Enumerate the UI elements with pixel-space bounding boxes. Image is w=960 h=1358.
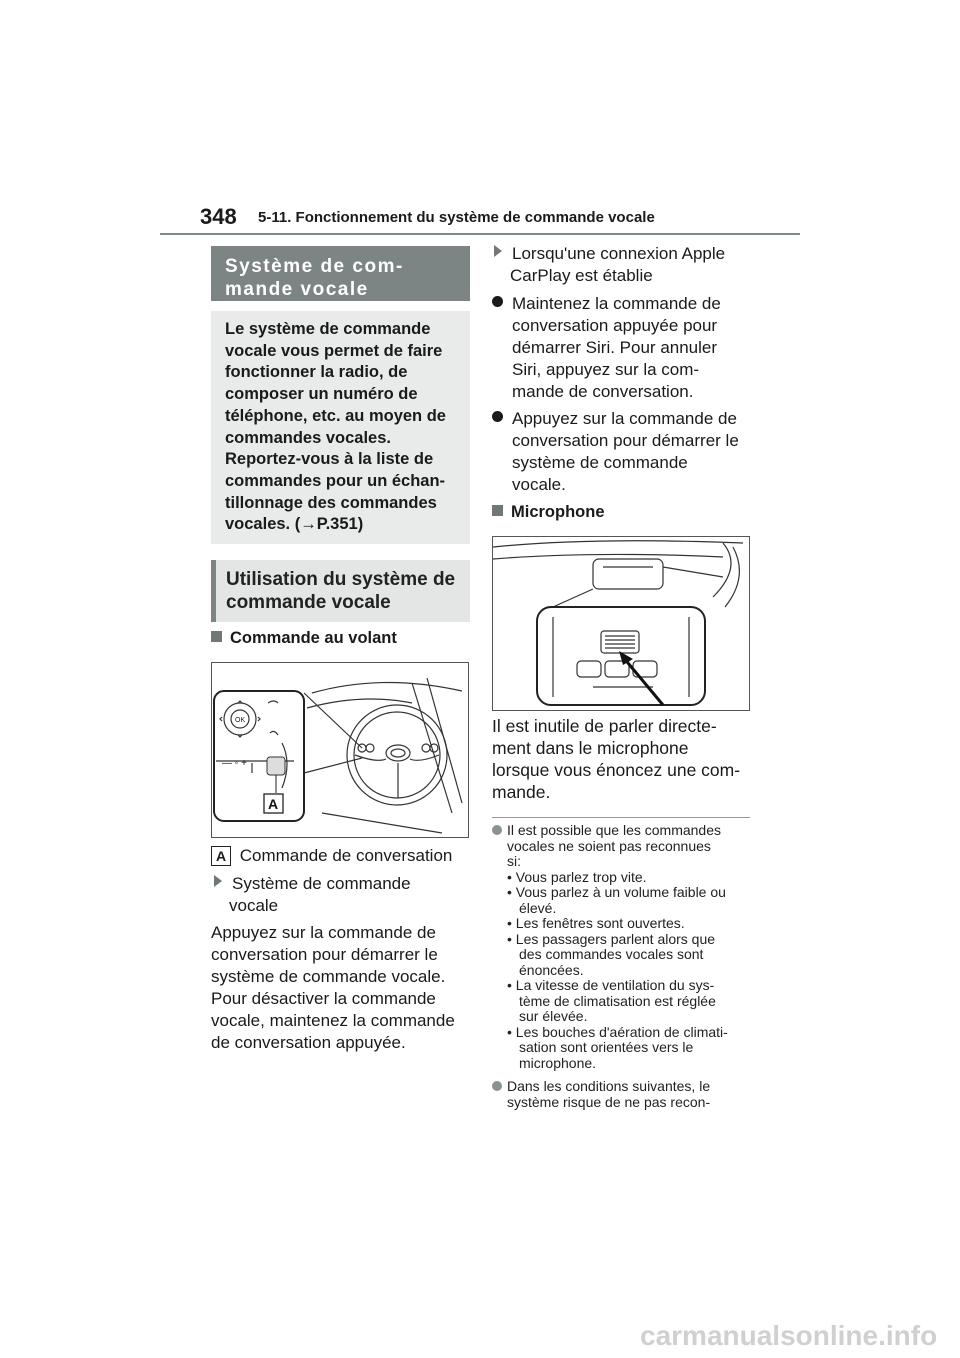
note-item-line: sur élevée. (519, 1008, 588, 1024)
carplay-item (494, 243, 725, 287)
intro-line: tillonnage des commandes (225, 493, 437, 512)
note-line: système risque de ne pas recon- (507, 1093, 711, 1110)
microphone-figure (492, 536, 750, 711)
bullet2-line: système de commande (512, 453, 688, 472)
notes (492, 823, 754, 1110)
mic-paragraph (492, 715, 740, 803)
note-bullet: • (507, 884, 516, 900)
microphone-illustration (493, 537, 749, 710)
bullet2-line: vocale. (512, 475, 566, 494)
note-item-line: Vous parlez à un volume faible ou (515, 884, 726, 900)
voice-system-item (214, 873, 411, 917)
note-item-line: élevé. (519, 899, 557, 916)
svg-text:OK: OK (235, 717, 246, 724)
intro-line: composer un numéro de (225, 385, 418, 404)
paragraph-line: Appuyez sur la commande de (211, 923, 436, 942)
note-2 (492, 1079, 754, 1110)
carplay-line: Lorsqu'une connexion Apple (512, 244, 726, 263)
subsection-title: Utilisation du système de commande vocale (211, 560, 470, 622)
note-item-line: des commandes vocales sont (519, 946, 704, 962)
round-bullet-icon (492, 296, 503, 307)
voice-line: Système de commande (232, 874, 411, 893)
mic-line: mande. (492, 782, 551, 802)
section-title: Système de com- mande vocale (211, 246, 470, 301)
steering-wheel-illustration (212, 663, 468, 837)
note-bullet: • (507, 977, 516, 993)
mic-heading (492, 503, 605, 522)
intro-line: Reportez-vous à la liste de (225, 450, 434, 469)
bullet2-line: Appuyez sur la commande de (512, 409, 737, 428)
steering-wheel-figure (211, 662, 469, 838)
page-number: 348 (200, 204, 237, 229)
note-line: Dans les conditions suivantes, le (507, 1078, 711, 1094)
paragraph-line: Pour désactiver la commande (211, 989, 436, 1008)
figure-label-a: A (268, 796, 279, 812)
intro-line: Le système de commande (225, 320, 431, 338)
paragraph-line: vocale, maintenez la commande (211, 1011, 455, 1030)
bullet1-line: Siri, appuyez sur la com- (512, 360, 700, 379)
intro-line: vocales. (→P.351) (225, 515, 364, 534)
intro-line: vocale vous permet de faire (225, 341, 443, 360)
mic-heading-text: Microphone (511, 503, 605, 521)
mic-line: Il est inutile de parler directe- (492, 716, 717, 736)
caption (211, 845, 452, 867)
mic-line: ment dans le microphone (492, 738, 689, 758)
caption-text: Commande de conversation (239, 846, 453, 865)
mic-line: lorsque vous énoncez une com- (492, 760, 741, 780)
note-item-line: Les passagers parlent alors que (515, 930, 716, 947)
watermark: carmanualsonline.info (640, 1320, 938, 1351)
square-bullet-icon (492, 505, 503, 516)
paragraph-line: de conversation appuyée. (211, 1033, 406, 1052)
note-item-line: La vitesse de ventilation du sys- (515, 977, 715, 993)
note-bullet: • (507, 1023, 516, 1040)
header-rule (160, 233, 800, 235)
label-a-badge: A (211, 846, 231, 866)
note-item-line: tème de climatisation est réglée (519, 992, 716, 1009)
round-bullet-icon (492, 411, 503, 422)
bullet2-line: conversation pour démarrer le (512, 431, 739, 450)
wheel-heading (211, 629, 397, 648)
triangle-bullet-icon (494, 245, 502, 257)
intro-box (211, 311, 470, 544)
round-bullet-icon (492, 825, 502, 835)
note-item-line: sation sont orientées vers le (519, 1039, 694, 1055)
wheel-heading-text: Commande au volant (230, 629, 397, 647)
note-line: Il est possible que les commandes (507, 822, 721, 838)
chapter-title: 5-11. Fonctionnement du système de commande vocale (258, 209, 655, 226)
voice-line: vocale (229, 896, 279, 915)
bullet1-line: mande de conversation. (512, 382, 694, 401)
note-divider (492, 817, 750, 818)
intro-line: commandes vocales. (225, 428, 391, 447)
note-item-line: Les bouches d'aération de climati- (515, 1023, 728, 1040)
bullet1-line: conversation appuyée pour (512, 316, 718, 335)
note-line: vocales ne soient pas reconnues (507, 837, 711, 854)
voice-paragraph (211, 922, 455, 1054)
carplay-line: CarPlay est établie (510, 266, 653, 285)
note-line: si: (507, 853, 521, 869)
square-bullet-icon (211, 631, 222, 642)
triangle-bullet-icon (214, 875, 222, 887)
note-1 (492, 823, 754, 870)
paragraph-line: conversation pour démarrer le (211, 945, 438, 964)
note-bullet: • (507, 915, 516, 931)
bullet1-line: démarrer Siri. Pour annuler (512, 338, 718, 357)
bullet-voice (492, 408, 739, 496)
note-item-line: Les fenêtres sont ouvertes. (515, 915, 685, 931)
note-item-line: énoncées. (519, 961, 584, 978)
note-bullet: • (507, 930, 516, 947)
intro-line: téléphone, etc. au moyen de (225, 406, 446, 425)
svg-text:— ◦ +: — ◦ + (222, 758, 247, 769)
note-list (492, 870, 754, 1072)
intro-line: fonctionner la radio, de (225, 363, 408, 382)
note-item-line: Vous parlez trop vite. (515, 868, 647, 885)
note-bullet: • (507, 868, 516, 885)
paragraph-line: système de commande vocale. (211, 967, 446, 986)
intro-line: commandes pour un échan- (225, 471, 446, 490)
round-bullet-icon (492, 1081, 502, 1091)
bullet1-line: Maintenez la commande de (512, 294, 721, 313)
note-item-line: microphone. (519, 1054, 597, 1071)
bullet-siri (492, 293, 721, 403)
